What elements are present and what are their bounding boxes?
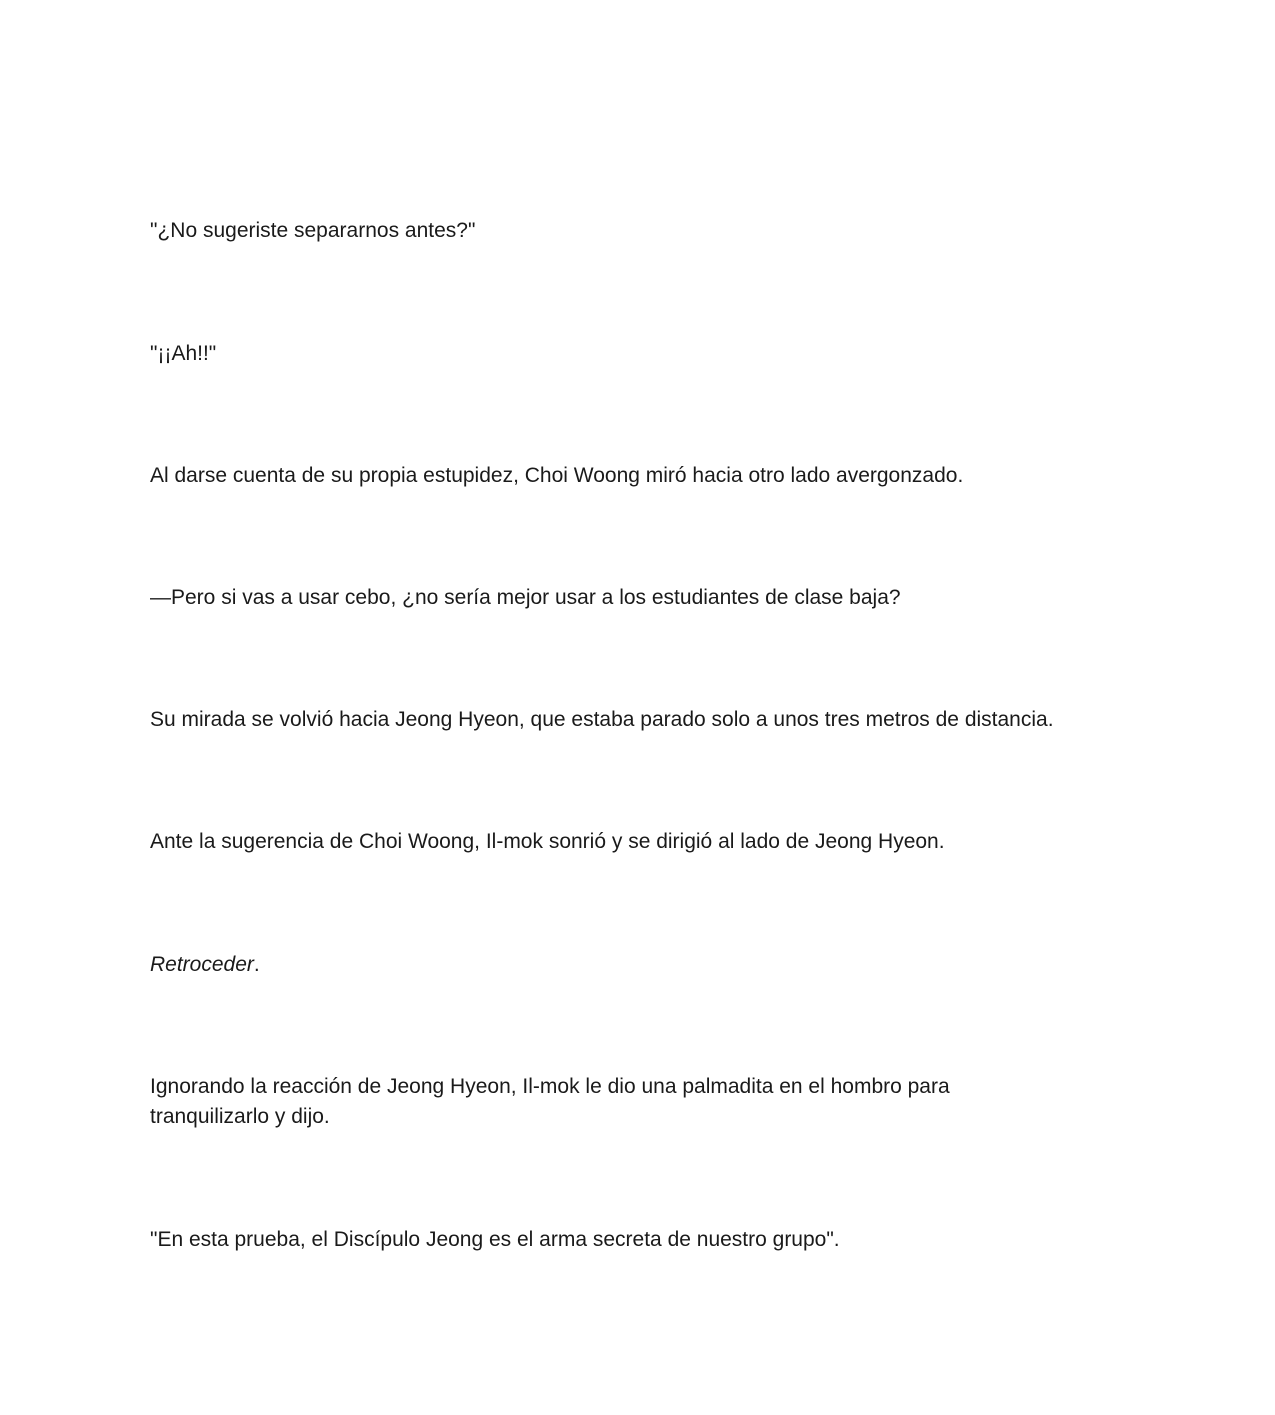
paragraph-8: Ignorando la reacción de Jeong Hyeon, Il-mok le dio una palmadita en el hombro para tranquilizarlo y dijo. bbox=[150, 1075, 950, 1128]
paragraph-6: Ante la sugerencia de Choi Woong, Il-mok sonrió y se dirigió al lado de Jeong Hyeon. bbox=[150, 830, 945, 853]
paragraph-7-italic: Retroceder bbox=[150, 953, 254, 976]
paragraph-7-suffix: . bbox=[253, 953, 260, 976]
paragraph-1: "¿No sugeriste separarnos antes?" bbox=[150, 219, 476, 242]
paragraph-9: "En esta prueba, el Discípulo Jeong es el arma secreta de nuestro grupo". bbox=[150, 1228, 840, 1251]
paragraph-2: "¡¡Ah!!" bbox=[150, 342, 217, 365]
paragraph-7 bbox=[150, 950, 1140, 980]
paragraph-5: Su mirada se volvió hacia Jeong Hyeon, que estaba parado solo a unos tres metros de distancia. bbox=[150, 708, 1054, 731]
paragraph-4: —Pero si vas a usar cebo, ¿no sería mejor usar a los estudiantes de clase baja? bbox=[150, 586, 901, 609]
paragraph-3: Al darse cuenta de su propia estupidez, Choi Woong miró hacia otro lado avergonzado. bbox=[150, 464, 964, 487]
